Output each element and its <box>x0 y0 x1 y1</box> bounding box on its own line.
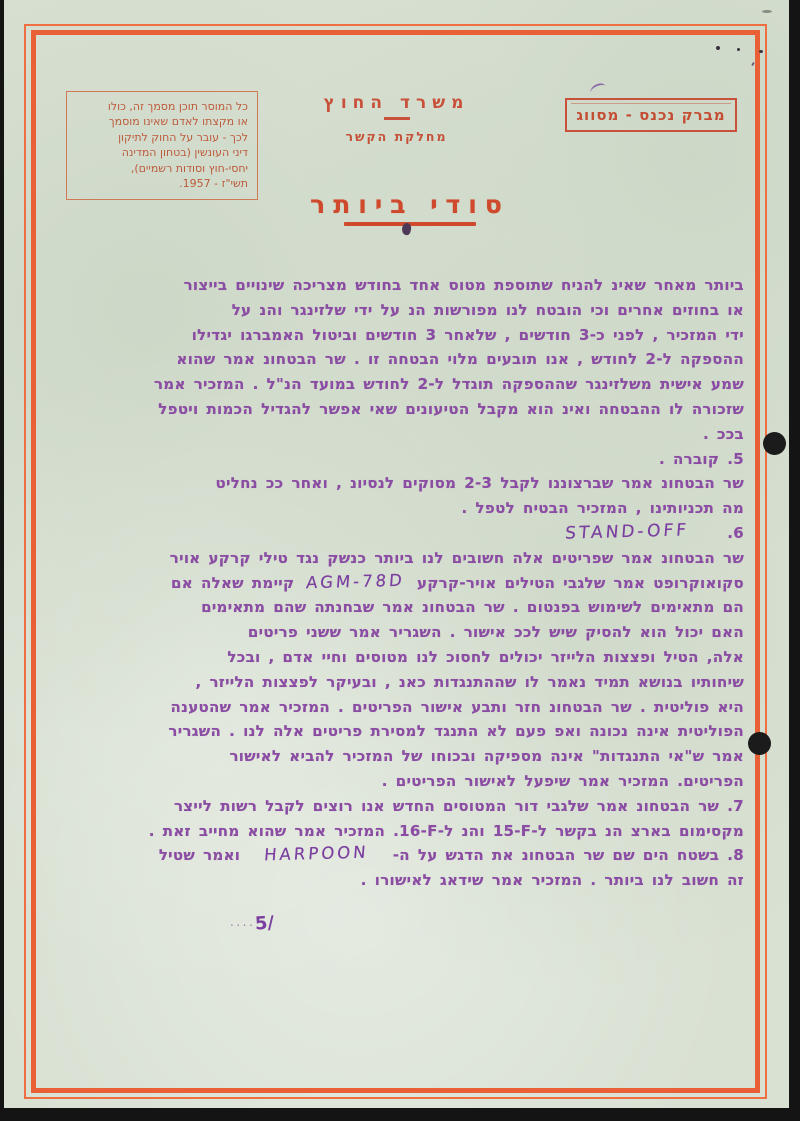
body-line <box>50 843 744 868</box>
item6-number: 6. <box>727 523 744 542</box>
ink-speck <box>759 50 763 53</box>
ministry-header <box>299 93 494 144</box>
classification-title-text: סודי ביותר <box>310 190 510 219</box>
warning-line: כל המוסר תוכן מסמך זה, כולו <box>107 100 248 113</box>
body-line: מקסימום בארצ הנ בקשר ל-‪15-F‬ והנ ל-‪16-F‬. המזכיר אמר שהוא מחייב זאת . <box>148 821 744 840</box>
incoming-telegram-stamp <box>565 98 737 132</box>
body-line: זה חשוב לנו ביותר . המזכיר אמר שידאג לאישורו . <box>360 871 744 890</box>
body-line: שר הבטחונ אמר שברצוננו לקבל 2-3 מסוקים לנסיונ , ואחר ככ נחליט <box>215 474 744 493</box>
body-line: או בחוזים אחרים וכי הובטח לנו מפורשות הנ על ידי שלזינגר והנ על <box>231 300 744 319</box>
body-line: הפריטים. המזכיר אמר שיפעל לאישור הפריטים . <box>381 771 744 790</box>
body-text-segment: ואמר שטיל <box>158 846 241 865</box>
body-line: האם יכול הוא להסיק שיש לככ אישור . השגריר אמר ששני פריטים <box>247 623 744 642</box>
page-continuation-mark <box>230 913 274 934</box>
ink-speck <box>737 48 740 51</box>
body-line: מה תכניותינו , המזכיר הבטיח לטפל . <box>461 499 744 518</box>
body-line: ההספקה ל-2 לחודש , אנו תובעים מלוי הבטחה זו . שר הבטחונ אמר שהוא <box>176 350 744 369</box>
item5-heading: 5. קוברה . <box>659 449 744 468</box>
continuation-number: 5/ <box>254 912 276 935</box>
handwritten-agm-78d: AGM-78D <box>305 570 406 592</box>
body-text-segment: סקואוקרופט אמר שלגבי הטילים אויר-קרקע <box>417 573 744 592</box>
body-line: הפוליטית אינה נכונה ואפ פעם לא התנגד למסירת פריטים אלה לנו . השגריר <box>168 722 744 741</box>
body-line: אלה, הטיל ופצצות הלייזר יכולים לחסוכ לנו מטוסים וחיי אדם , ובכל <box>227 647 744 666</box>
punch-hole <box>748 732 771 755</box>
classification-title <box>304 190 516 226</box>
continuation-dots: .... <box>230 915 256 929</box>
body-line: שזכורה לו ההבטחה ואינ הוא מקבל הטיעונים שאי אפשר להגדיל הכמות ויטפל <box>158 399 744 418</box>
warning-line: לכך - עובר על החוק לתיקון <box>118 130 248 144</box>
item6-heading <box>50 521 744 546</box>
ink-speck <box>762 10 772 13</box>
header-divider <box>384 117 410 120</box>
body-line: שמע אישית משלזינגר שההספקה תוגדל ל-2 לחודש במועד הנ"ל . המזכיר אמר <box>153 375 744 394</box>
body-line: ידי המזכיר , לפני כ-3 חודשים , שלאחר 3 חודשים וביטול האמברגו יגדילו <box>191 325 744 344</box>
body-line: 7. שר הבטחונ אמר שלגבי דור המטוסים החדש אנו רוצים לקבל רשות לייצר <box>173 796 744 815</box>
handwritten-harpoon: HARPOON <box>263 842 370 865</box>
secrecy-warning-box <box>66 91 258 200</box>
handwritten-stand-off: STAND-OFF <box>564 520 691 544</box>
body-line: ביותר מאחר שאינ להניח שתוספת מטוס אחד בחודש מצריכה שינויים בייצור <box>183 276 744 294</box>
body-line: אמר ש"אי התנגדות" אינה מספיקה ובכוחו של המזכיר להביא לאישור <box>229 747 744 766</box>
body-line: בככ . <box>702 424 744 443</box>
warning-line: או מקצתו לאדם שאינו מוסמך <box>108 115 248 129</box>
department-name: מחלקת הקשר <box>345 129 448 144</box>
body-line: שר הבטחונ אמר שפריטים אלה חשובים לנו ביותר כנשק נגד טילי קרקע אויר <box>169 548 744 567</box>
ministry-name: משרד החוץ <box>323 93 470 113</box>
document-page <box>4 0 789 1108</box>
punch-hole <box>763 432 786 455</box>
warning-line: יחסי-חוץ וסודות רשמיים), <box>130 161 248 175</box>
warning-line: דיני העונשין (בטחון המדינה <box>121 146 248 160</box>
body-text-segment: 8. בשטח הים שם שר הבטחונ את הדגש על ה- <box>392 846 744 865</box>
body-line: הם מתאימים לשימוש בפנטום . שר הבטחונ אמר שבחנתה שהם מתאימים <box>201 598 744 617</box>
body-text-segment: קיימת שאלה אם <box>170 573 295 592</box>
body-line: שיחותיו בנושא תמיד נאמר לו שההתנגדות כאנ , ובעיקר לפצצות הלייזר , <box>195 672 744 691</box>
stamp-label: מברק נכנס - מסווג <box>576 106 726 124</box>
telegram-body <box>50 273 744 893</box>
body-line <box>50 571 744 596</box>
body-line: היא פוליטית . שר הבטחונ חזר ותבע אישור הפריטים . המזכיר אמר שהטענה <box>170 697 744 716</box>
ink-speck <box>716 46 720 50</box>
warning-line: תשי"ז - 1957. <box>179 177 248 191</box>
